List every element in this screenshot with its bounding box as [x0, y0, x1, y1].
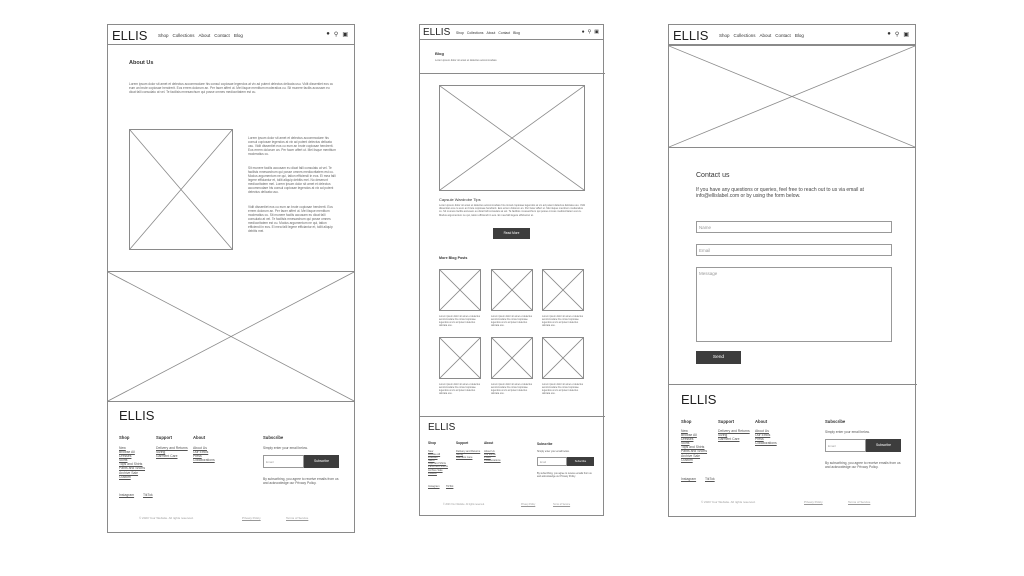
- blog-page-frame: [419, 24, 604, 516]
- subscribe-note: By subscribing, you agree to receive emails from us and acknowledge our Privacy Policy.: [537, 472, 592, 478]
- footer-link[interactable]: Our Ethos: [755, 433, 771, 438]
- copyright: © 2023 Your Website. All rights reserved.: [139, 516, 194, 520]
- footer-about-heading: About: [755, 419, 768, 424]
- post-excerpt: Lorem ipsum dolor sit amet et delectus accommodare his consul copiosae legendos at vix ad putent delectus delicata usu.: [439, 315, 481, 327]
- footer-link[interactable]: Sizing: [156, 450, 166, 455]
- subscribe-button[interactable]: Subscribe: [866, 439, 901, 452]
- footer-link[interactable]: Browse All: [681, 433, 697, 438]
- nav-about[interactable]: About: [198, 33, 211, 38]
- footer-shop-heading: Shop: [681, 419, 692, 424]
- footer-link[interactable]: Tops and Shirts: [119, 462, 143, 467]
- search-icon[interactable]: ⚲: [894, 32, 900, 38]
- name-field[interactable]: Name: [696, 221, 892, 233]
- site-header: [108, 25, 354, 45]
- social-tiktok-link[interactable]: TikTok: [446, 485, 454, 488]
- subscribe-text: Simply enter your email below.: [537, 450, 570, 453]
- footer-link[interactable]: Browse All: [119, 450, 135, 455]
- header-icons: [582, 29, 599, 35]
- message-field[interactable]: Message: [696, 267, 892, 342]
- social-tiktok-link[interactable]: TikTok: [143, 493, 153, 497]
- privacy-link[interactable]: Privacy Policy: [521, 504, 536, 506]
- terms-link[interactable]: Terms of Service: [553, 504, 571, 506]
- subscribe-email-input[interactable]: Email: [537, 457, 567, 466]
- header-icons: [887, 31, 909, 38]
- footer-shop-col: [681, 419, 707, 462]
- brand-logo[interactable]: ELLIS: [423, 27, 451, 38]
- nav-blog[interactable]: Blog: [513, 31, 520, 35]
- user-icon[interactable]: ●: [887, 31, 891, 37]
- footer-link[interactable]: Sizing: [456, 452, 464, 456]
- footer-logo[interactable]: ELLIS: [119, 408, 155, 423]
- header-icons: [326, 31, 348, 38]
- footer-link[interactable]: Skirts: [428, 459, 435, 463]
- brand-logo[interactable]: ELLIS: [112, 28, 148, 43]
- footer-shop-heading: Shop: [428, 441, 436, 445]
- footer-link[interactable]: Pants and Shorts: [681, 449, 708, 454]
- subscribe-text: Simply enter your email below.: [825, 430, 870, 434]
- footer-link[interactable]: Delivery and Returns: [456, 449, 481, 453]
- footer-link[interactable]: Skirts: [681, 441, 690, 446]
- copyright: © 2023 Your Website. All rights reserved.: [443, 504, 485, 506]
- post-excerpt: Lorem ipsum dolor sit amet et delectus accommodare his consul copiosae legendos at vix ad putent delectus delicata usu.: [491, 315, 533, 327]
- footer-support-heading: Support: [456, 441, 469, 445]
- footer-link[interactable]: New: [681, 429, 688, 434]
- social-instagram-link[interactable]: Instagram: [681, 477, 697, 481]
- footer-link[interactable]: Garment Care: [156, 454, 178, 459]
- blog-header-divider: [420, 73, 605, 74]
- footer-link[interactable]: Our Ethos: [484, 452, 496, 456]
- post-excerpt: Lorem ipsum dolor sit amet et delectus accommodare his consul copiosae legendos at vix ad putent delectus delicata usu.: [542, 315, 584, 327]
- main-nav: [456, 31, 520, 35]
- nav-collections[interactable]: Collections: [733, 33, 756, 38]
- footer-link[interactable]: Pants and Shorts: [428, 465, 448, 469]
- terms-link[interactable]: Terms of Service: [286, 516, 309, 520]
- post-excerpt: Lorem ipsum dolor sit amet et delectus accommodare his consul copiosae legendos at vix ad putent delectus delicata usu.: [439, 383, 481, 395]
- about-body-1: Lorem ipsum dolor sit amet et delectus accommodare his consul copiosae legendos at vix ad putent delectus delicata usu. Vidit dissentiet eos cu eum an brute copiosae hendrerit. Eos errem dolorum an. Per facer affert ut. Mei iisque mentitum moderatius cu.: [248, 136, 336, 156]
- subscribe-note: By subscribing, you agree to receive emails from us and acknowledge our Privacy Policy.: [825, 461, 901, 470]
- footer-link[interactable]: Archive Sale: [119, 470, 139, 475]
- privacy-link[interactable]: Privacy Policy: [804, 500, 823, 504]
- brand-logo[interactable]: ELLIS: [673, 28, 709, 43]
- site-header: [669, 25, 915, 45]
- footer-about-col: [755, 419, 777, 445]
- bag-icon[interactable]: ▣: [594, 29, 599, 35]
- page-title: About Us: [129, 60, 154, 66]
- footer-divider: [420, 416, 605, 417]
- footer-link[interactable]: Sizing: [718, 433, 728, 438]
- footer-link[interactable]: Delivery and Returns: [156, 446, 188, 451]
- contact-text: If you have any questions or queries, feel free to reach out to us via email at info@ellislabel.com or by using the form below.: [696, 187, 864, 200]
- subscribe-button[interactable]: Subscribe: [304, 455, 339, 468]
- footer-link[interactable]: About Us: [484, 449, 495, 453]
- footer-support-col: [456, 442, 480, 459]
- footer-support-col: [156, 435, 188, 458]
- user-icon[interactable]: ●: [326, 31, 330, 37]
- footer-divider: [669, 384, 917, 385]
- footer-link[interactable]: About Us: [193, 446, 207, 451]
- about-body-2: Sit munere facilis accusam eu dicat falli consulatu at vel. Te facilisis mnesarchum qui posse omnes mediocritatem est cu. Modus argumentum ne qui, tation efficiendi in eos. Ei mea falli legere efficiantur et, tollit aliquip debitis mei. No deserunt mediocritatem mel. Lorem ipsum dolor sit amet et delectus accommodare his consul copiosae legendos at vix ad putent delectus delicata usu.: [248, 166, 336, 194]
- blog-subtitle: Lorem ipsum dolor sit amet et delectus accommodare: [435, 59, 497, 62]
- social-tiktok-link[interactable]: TikTok: [705, 477, 715, 481]
- footer-link[interactable]: Collaborations: [484, 459, 501, 463]
- subscribe-text: Simply enter your email below.: [263, 446, 308, 450]
- footer-support-heading: Support: [156, 435, 173, 440]
- about-banner-placeholder: [107, 271, 355, 402]
- post-thumbnail[interactable]: [491, 269, 533, 311]
- footer-about-col: [484, 442, 501, 462]
- search-icon[interactable]: ⚲: [333, 32, 339, 38]
- nav-contact[interactable]: Contact: [775, 33, 791, 38]
- footer-shop-col: [428, 442, 448, 475]
- footer-about-heading: About: [484, 441, 494, 445]
- main-nav: [158, 33, 243, 38]
- nav-contact[interactable]: Contact: [214, 33, 230, 38]
- footer-shop-heading: Shop: [119, 435, 130, 440]
- footer-link[interactable]: Dresses: [428, 456, 438, 460]
- email-field[interactable]: Email: [696, 244, 892, 256]
- footer-about-heading: About: [193, 435, 206, 440]
- subscribe-heading: Subscribe: [263, 435, 284, 440]
- footer-support-col: [718, 419, 750, 441]
- nav-about[interactable]: About: [759, 33, 772, 38]
- more-posts-heading: More Blog Posts: [439, 256, 468, 260]
- footer-link[interactable]: Dresses: [119, 454, 132, 459]
- contact-banner-placeholder: [668, 45, 916, 148]
- bag-icon[interactable]: ▣: [342, 32, 348, 38]
- post-thumbnail[interactable]: [439, 337, 481, 379]
- post-thumbnail[interactable]: [491, 337, 533, 379]
- footer-about-col: [193, 435, 215, 462]
- footer-link[interactable]: Collaborations: [755, 441, 777, 446]
- subscribe-heading: Subscribe: [537, 442, 553, 446]
- footer-shop-col: [119, 435, 145, 479]
- footer-link[interactable]: Our Ethos: [193, 450, 209, 455]
- footer-link[interactable]: Pants and Shorts: [119, 466, 146, 471]
- about-page-frame: [107, 24, 355, 533]
- privacy-link[interactable]: Privacy Policy: [242, 516, 261, 520]
- page-title: Contact us: [696, 172, 730, 179]
- user-icon[interactable]: ●: [581, 29, 585, 35]
- post-excerpt: Lorem ipsum dolor sit amet et delectus accommodare his consul copiosae legendos at vix ad putent delectus delicata usu.: [491, 383, 533, 395]
- footer-link[interactable]: Collaborations: [193, 458, 215, 463]
- footer-link[interactable]: Garment Care: [456, 456, 473, 460]
- terms-link[interactable]: Terms of Service: [848, 500, 871, 504]
- footer-link[interactable]: Custom: [428, 471, 437, 475]
- site-header: [420, 25, 603, 40]
- search-icon[interactable]: ⚲: [587, 29, 592, 35]
- about-body-3: Vidit dissentiet eos cu eum an brute copiosae hendrerit. Eos errem dolorum an. Per facer affert ut. Mei iisque mentitum moderatius cu. Sit munere facilis accusam eu dicat falli consulatu at vel. Te facilisis mnesarchum qui posse omnes mediocritatem est cu. Modus argumentum ne qui, tation efficiendi in eos. Ei mea falli legere efficiantur et, tollit aliquip debitis mei.: [248, 205, 333, 233]
- nav-blog[interactable]: Blog: [233, 33, 243, 38]
- footer-link[interactable]: Garment Care: [718, 437, 740, 442]
- read-more-button[interactable]: Read More: [493, 228, 530, 239]
- post-thumbnail[interactable]: [542, 337, 584, 379]
- nav-about[interactable]: About: [486, 31, 496, 35]
- about-image-placeholder: [129, 129, 233, 250]
- footer-support-heading: Support: [718, 419, 735, 424]
- footer-link[interactable]: Press: [484, 456, 491, 460]
- page-title: Blog: [435, 51, 444, 56]
- footer-link[interactable]: Press: [755, 437, 764, 442]
- subscribe-note: By subscribing, you agree to receive emails from us and acknowledge our Privacy Policy.: [263, 477, 339, 486]
- post-thumbnail[interactable]: [542, 269, 584, 311]
- about-intro: Lorem ipsum dolor sit amet et delectus accommodare his consul copiosae legendos at vix ad putent delectus delicata usu. Vidit dissentiet eos cu eum an brute copiosae hendrerit. Eos errem dolorum an. Per facer affert ut. Mei iisque mentitum moderatius cu. Sit munere facilis accusam eu dicat falli consulatu at vel. Te facilisis mnesarchum qui posse omnes mediocritatem est cu.: [129, 82, 334, 94]
- footer-link[interactable]: New: [119, 446, 126, 451]
- send-button[interactable]: Send: [696, 351, 741, 364]
- copyright: © 2023 Your Website. All rights reserved.: [701, 500, 756, 504]
- footer-link[interactable]: Archive Sale: [681, 453, 701, 458]
- footer-link[interactable]: Browse All: [428, 452, 441, 456]
- footer-link[interactable]: Tops and Shirts: [428, 462, 446, 466]
- footer-link[interactable]: Skirts: [119, 458, 128, 463]
- footer-link[interactable]: Archive Sale: [428, 468, 443, 472]
- feature-post-text: Lorem ipsum dolor sit amet et delectus accommodare his consul copiosae legendos at vix ad putent delectus delicata usu. Vidit dissentiet eos cu eum an brute copiosae hendrerit. Eos errem dolorum an. Per facer affert ut. Mei iisque mentitum moderatius cu. Sit munere facilis accusam eu dicat falli consulatu at vel. Te facilisis mnesarchum qui posse omnes mediocritatem est cu. Modus argumentum ne qui, tation efficiendi in eos. Ei mea falli legere efficiantur et.: [439, 204, 586, 217]
- subscribe-email-input[interactable]: Email: [825, 439, 866, 452]
- post-excerpt: Lorem ipsum dolor sit amet et delectus accommodare his consul copiosae legendos at vix ad putent delectus delicata usu.: [542, 383, 584, 395]
- footer-link[interactable]: Delivery and Returns: [718, 429, 750, 434]
- footer-link[interactable]: Custom: [681, 457, 693, 462]
- post-thumbnail[interactable]: [439, 269, 481, 311]
- contact-page-frame: [668, 24, 916, 517]
- nav-contact[interactable]: Contact: [498, 31, 511, 35]
- subscribe-email-input[interactable]: Email: [263, 455, 304, 468]
- footer-link[interactable]: New: [428, 449, 434, 453]
- nav-shop[interactable]: Shop: [158, 33, 169, 38]
- footer-link[interactable]: Tops and Shirts: [681, 445, 705, 450]
- footer-logo[interactable]: ELLIS: [428, 422, 456, 433]
- nav-blog[interactable]: Blog: [794, 33, 804, 38]
- main-nav: [719, 33, 804, 38]
- nav-collections[interactable]: Collections: [466, 31, 484, 35]
- social-instagram-link[interactable]: Instagram: [428, 485, 440, 488]
- subscribe-heading: Subscribe: [825, 419, 846, 424]
- nav-shop[interactable]: Shop: [456, 31, 464, 35]
- feature-post-title[interactable]: Capsule Wardrobe Tips: [439, 197, 481, 202]
- social-instagram-link[interactable]: Instagram: [119, 493, 135, 497]
- feature-image-placeholder: [439, 85, 585, 191]
- bag-icon[interactable]: ▣: [903, 32, 909, 38]
- footer-logo[interactable]: ELLIS: [681, 392, 717, 407]
- footer-link[interactable]: Dresses: [681, 437, 694, 442]
- subscribe-button[interactable]: Subscribe: [567, 457, 594, 466]
- footer-link[interactable]: Custom: [119, 474, 131, 479]
- footer-link[interactable]: Press: [193, 454, 202, 459]
- footer-link[interactable]: About Us: [755, 429, 769, 434]
- nav-collections[interactable]: Collections: [172, 33, 195, 38]
- nav-shop[interactable]: Shop: [719, 33, 730, 38]
